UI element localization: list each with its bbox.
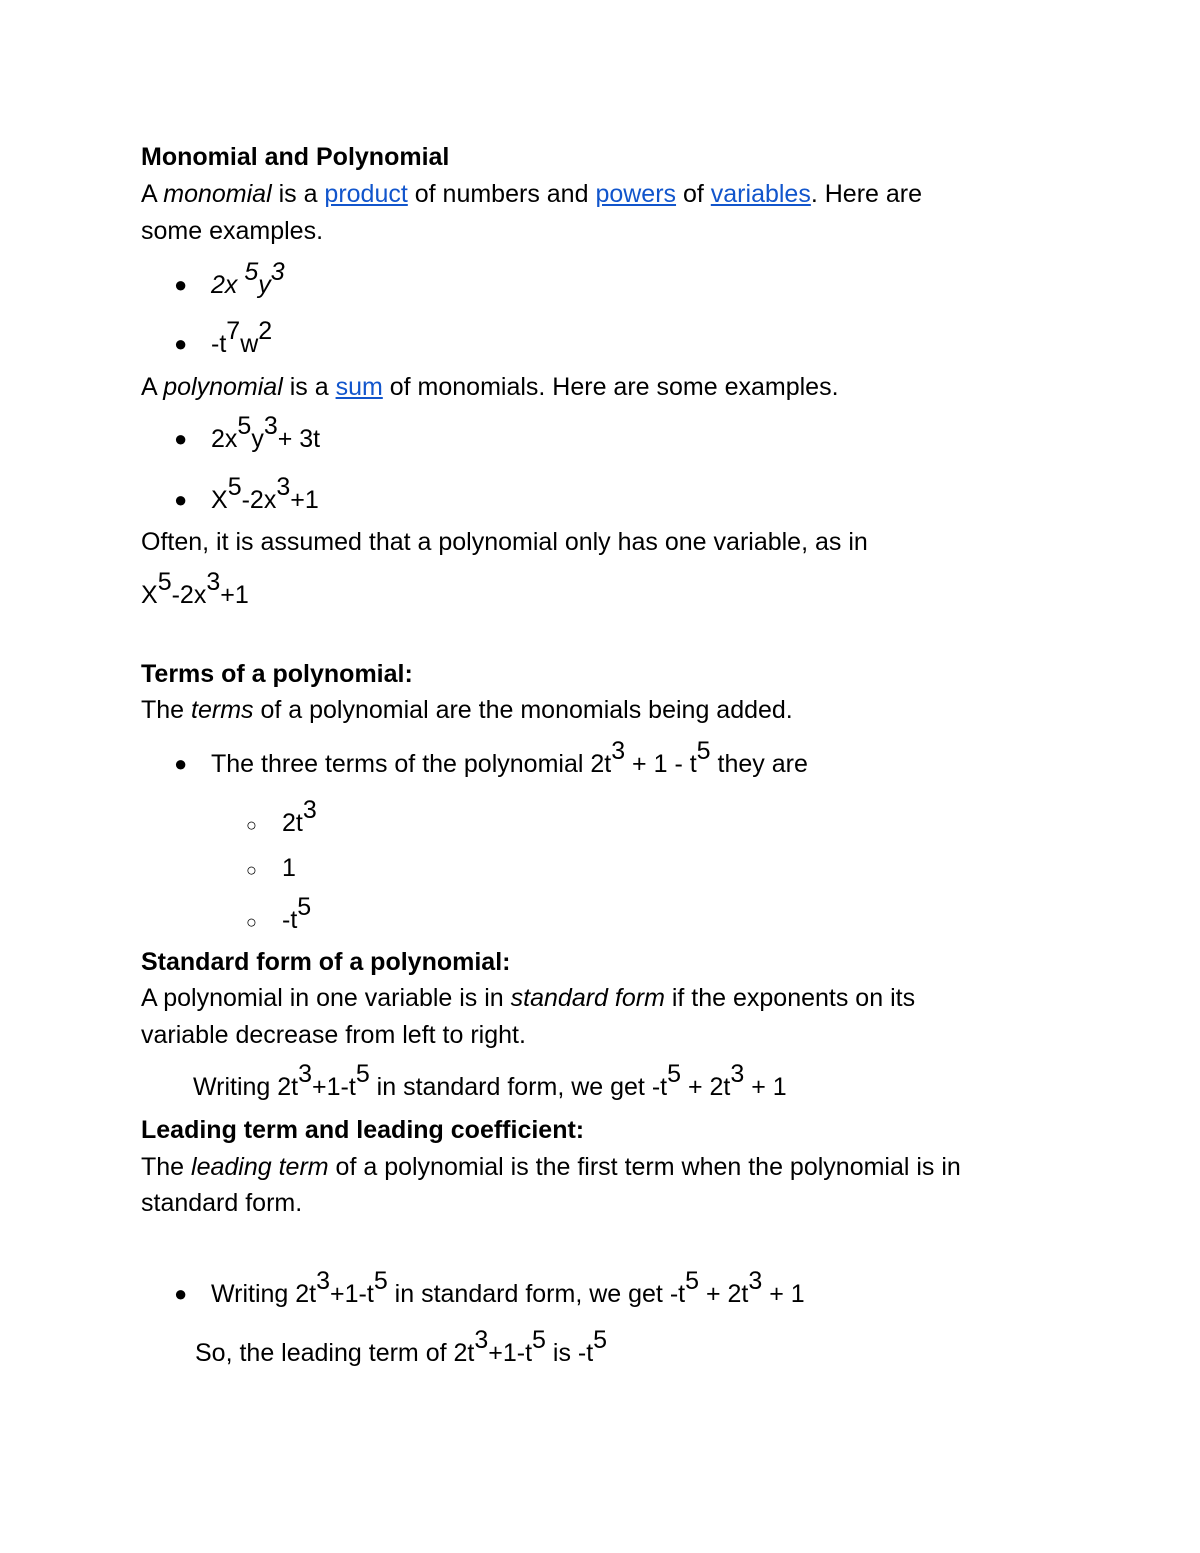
heading-terms: Terms of a polynomial:: [141, 660, 413, 688]
bullet: ●: [174, 426, 188, 451]
term-item: 1: [282, 854, 296, 882]
leading-term-definition: The leading term of a polynomial is the first term when the polynomial is in: [141, 1153, 961, 1181]
link-sum[interactable]: sum: [335, 373, 383, 401]
standard-form-example: Writing $2t^3+1-t^5$ in standard form, we get $-t^5 + 2t^3 + 1$: [193, 1059, 787, 1101]
polynomial-example-2: $X^5-2x^3+1$: [211, 472, 319, 514]
term-item: $2t^3$: [282, 795, 317, 837]
leading-term-definition-line2: standard form.: [141, 1189, 303, 1217]
sub-bullet: ○: [246, 912, 257, 932]
leading-term-example: Writing $2t^3+1-t^5$ in standard form, we get $-t^5 + 2t^3 + 1$: [211, 1266, 805, 1308]
link-product[interactable]: product: [324, 180, 408, 208]
term-standard-form: standard form: [510, 984, 665, 1012]
bullet: ●: [174, 487, 188, 512]
term-item: $-t^5$: [282, 892, 312, 934]
bullet: ●: [174, 751, 188, 776]
one-variable-expression: $X^5-2x^3+1$: [141, 567, 249, 609]
monomial-example-2: $-t^7w^2$: [211, 316, 273, 358]
terms-definition: The terms of a polynomial are the monomials being added.: [141, 696, 793, 724]
polynomial-definition: A polynomial is a sum of monomials. Here are some examples.: [141, 373, 839, 401]
heading-leading-term: Leading term and leading coefficient:: [141, 1116, 585, 1144]
heading-standard-form: Standard form of a polynomial:: [141, 948, 511, 976]
bullet: ●: [174, 331, 188, 356]
heading-monomial-polynomial: Monomial and Polynomial: [141, 143, 450, 171]
monomial-definition: A monomial is a product of numbers and powers of variables. Here are: [141, 180, 923, 208]
standard-form-definition-line2: variable decrease from left to right.: [141, 1021, 526, 1049]
standard-form-definition: A polynomial in one variable is in standard form if the exponents on its: [141, 984, 916, 1012]
link-powers[interactable]: powers: [595, 180, 677, 208]
terms-example: The three terms of the polynomial $2t^3 + 1 - t^5$ they are: [211, 736, 808, 778]
one-variable-note: Often, it is assumed that a polynomial only has one variable, as in: [141, 528, 868, 556]
term-polynomial: polynomial: [163, 373, 283, 401]
term-leading-term: leading term: [191, 1153, 329, 1181]
bullet: ●: [174, 272, 188, 297]
sub-bullet: ○: [246, 815, 257, 835]
bullet: ●: [174, 1281, 188, 1306]
link-variables[interactable]: variables: [710, 180, 811, 208]
sub-bullet: ○: [246, 860, 257, 880]
monomial-definition-line2: some examples.: [141, 217, 324, 245]
term-monomial: monomial: [163, 180, 272, 208]
monomial-example-1: 2x $^5y^3$: [211, 257, 285, 299]
leading-term-conclusion: So, the leading term of $2t^3+1-t^5$ is $-t^5$: [195, 1325, 608, 1367]
term-terms: terms: [191, 696, 254, 724]
polynomial-example-1: $2x^5y^3+ 3t$: [211, 411, 321, 453]
